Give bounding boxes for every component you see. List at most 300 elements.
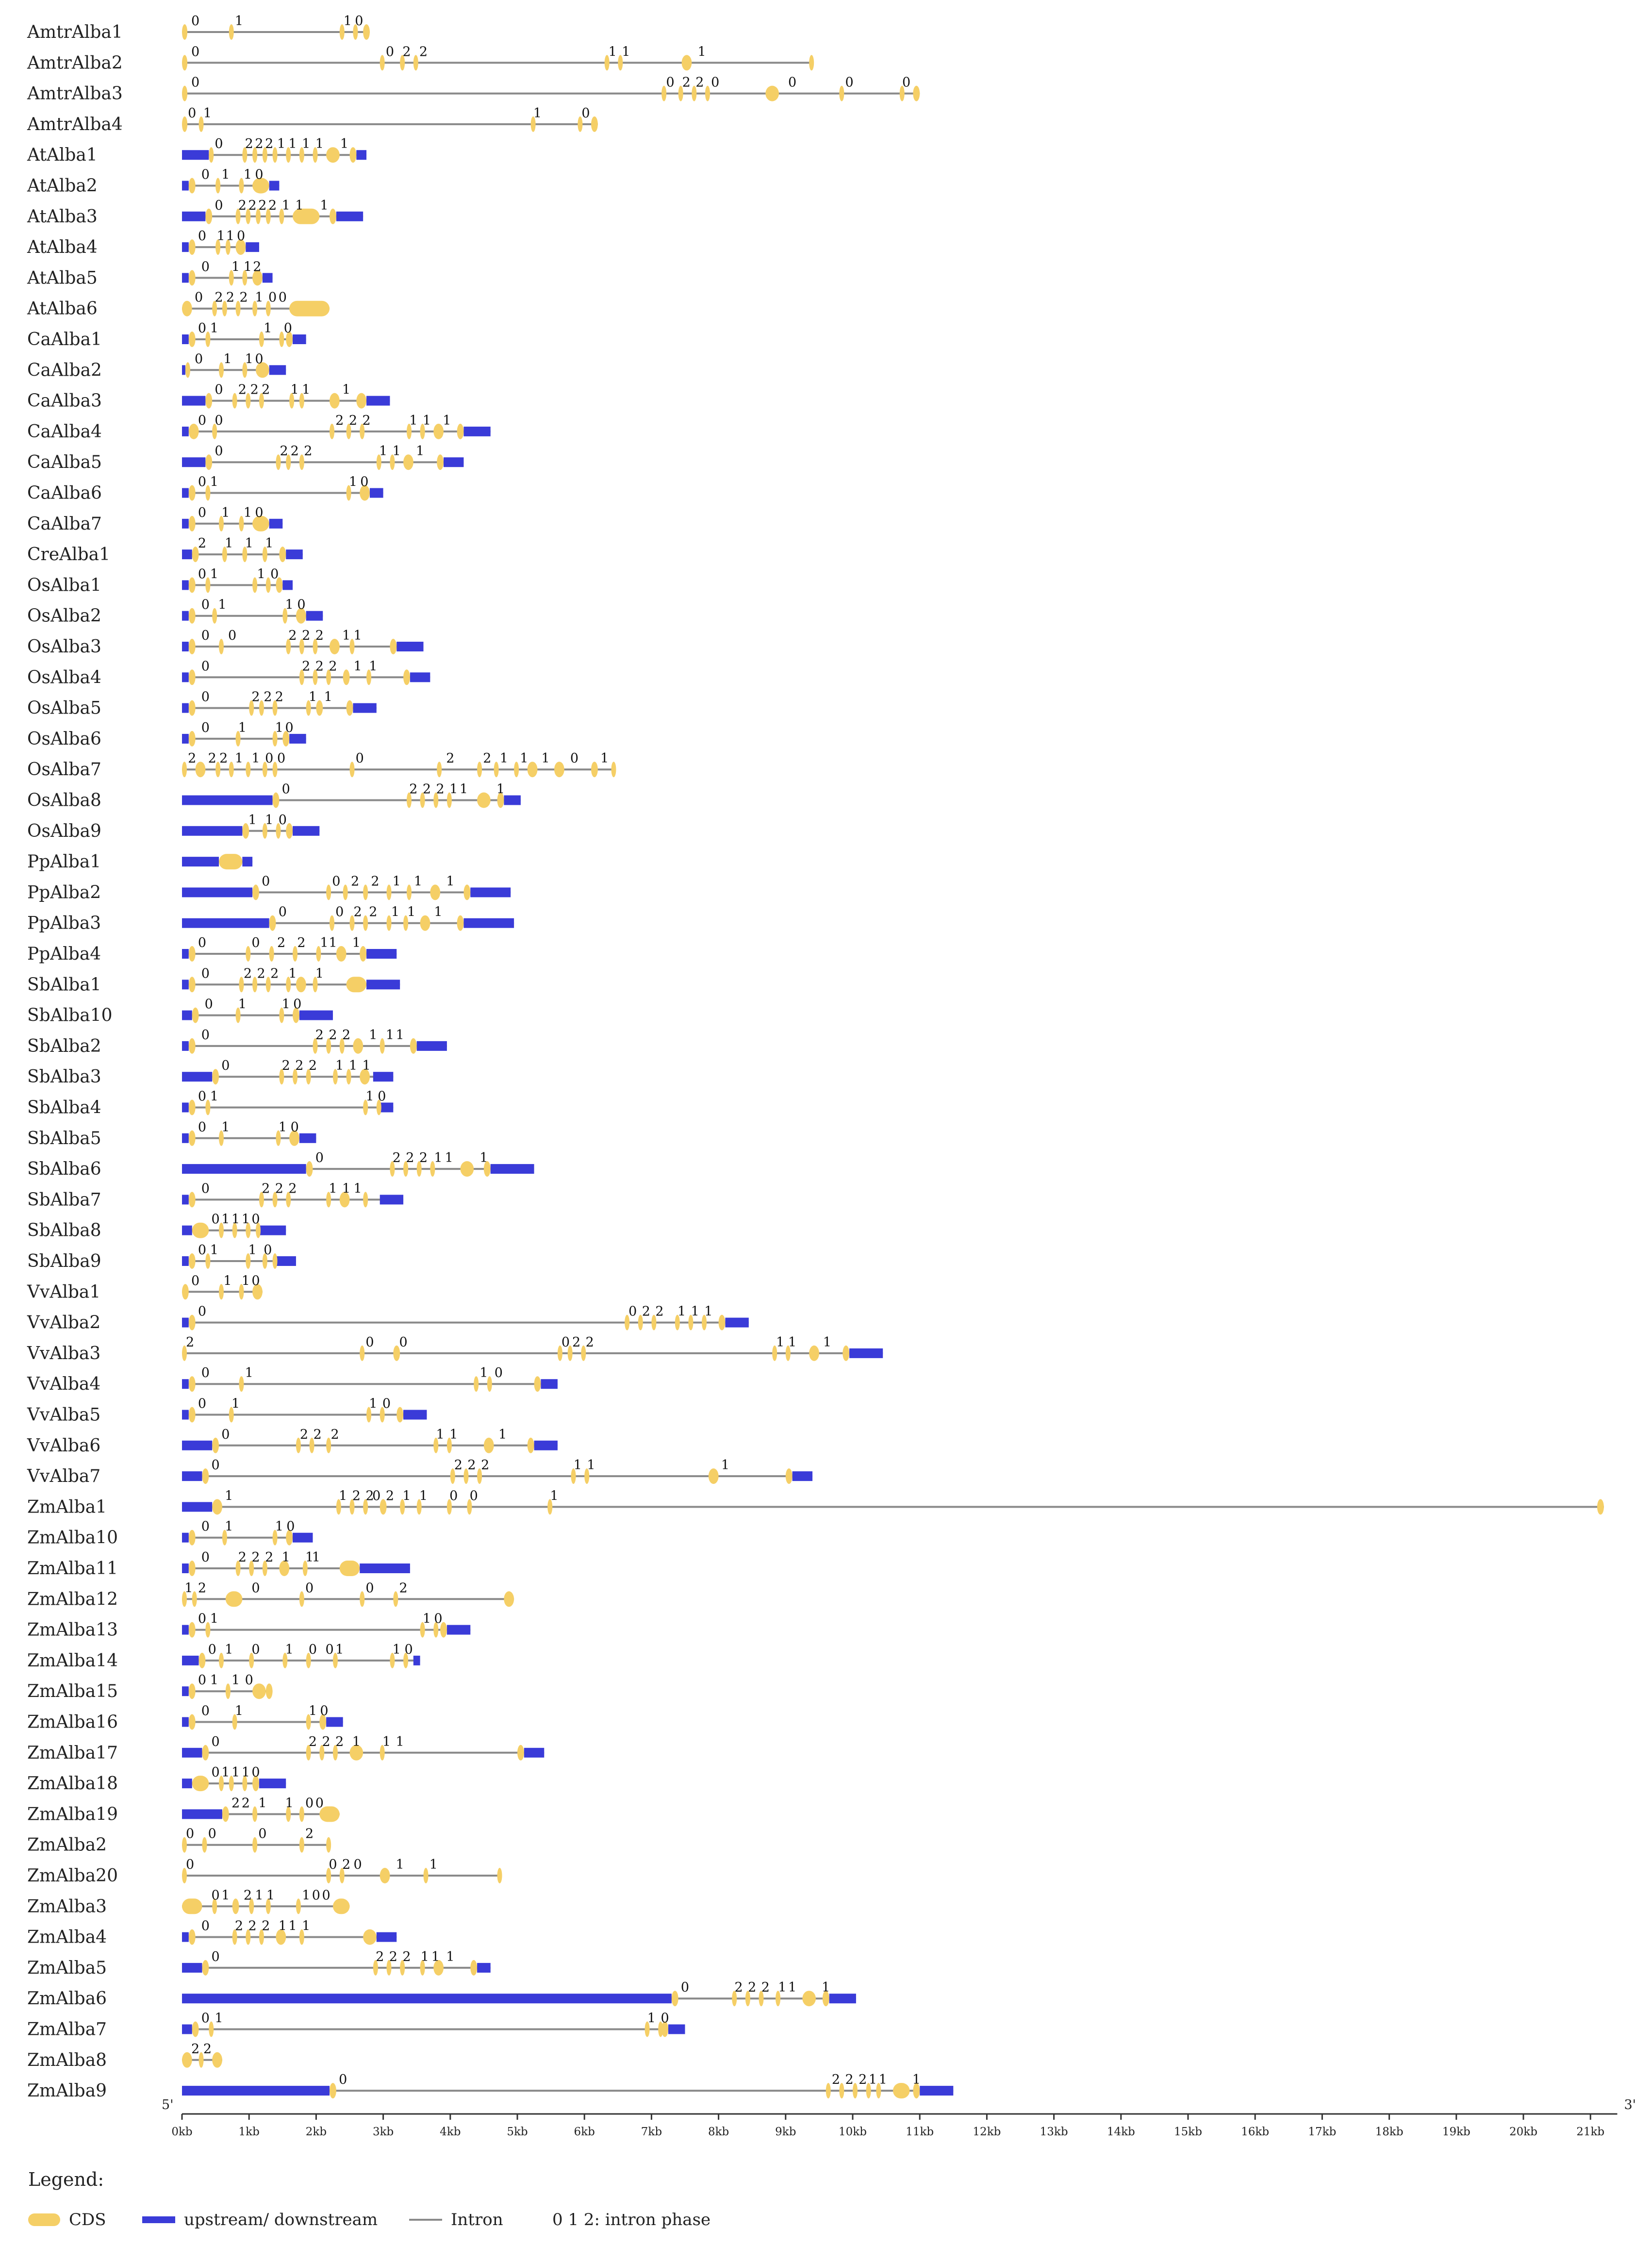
utr-osalba8-1 bbox=[504, 796, 521, 805]
utr-zmalba18-1 bbox=[259, 1779, 286, 1788]
phase-vvalba2-1: 0 bbox=[628, 1304, 637, 1319]
phase-sbalba9-1: 1 bbox=[210, 1243, 218, 1258]
phase-zmalba12-2: 0 bbox=[251, 1580, 260, 1596]
phase-zmalba14-6: 1 bbox=[335, 1642, 344, 1657]
utr-osalba8-0 bbox=[182, 796, 273, 805]
phase-sbalba5-0: 0 bbox=[198, 1119, 207, 1135]
cds-osalba8-5 bbox=[477, 793, 491, 808]
utr-zmalba7-1 bbox=[668, 2025, 685, 2034]
utr-sbalba5-1 bbox=[299, 1133, 316, 1143]
cds-zmalba2-2 bbox=[252, 1837, 257, 1853]
cds-zmalba15-0 bbox=[189, 1683, 196, 1699]
legend-cds bbox=[28, 2208, 106, 2232]
phase-sbalba1-3: 2 bbox=[270, 966, 279, 981]
phase-zmalba12-0: 1 bbox=[184, 1580, 193, 1596]
gene-name-amtralba3: AmtrAlba3 bbox=[27, 83, 123, 104]
phase-amtralba2-0: 0 bbox=[191, 44, 200, 60]
phase-zmalba5-5: 1 bbox=[431, 1949, 440, 1964]
phase-zmalba7-0: 0 bbox=[201, 2011, 210, 2026]
phase-zmalba9-5: 1 bbox=[878, 2072, 887, 2088]
gene-name-amtralba1: AmtrAlba1 bbox=[27, 22, 123, 42]
utr-osalba2-1 bbox=[306, 611, 323, 621]
phase-sbalba8-2: 1 bbox=[231, 1212, 240, 1227]
cds-zmalba8-0 bbox=[182, 2052, 192, 2068]
phase-osalba7-10: 1 bbox=[499, 751, 508, 766]
gene-name-zmalba7: ZmAlba7 bbox=[27, 2019, 107, 2040]
phase-zmalba14-4: 0 bbox=[308, 1642, 317, 1657]
phase-zmalba19-1: 2 bbox=[241, 1796, 250, 1811]
tick-label-13: 13kb bbox=[1040, 2126, 1068, 2138]
utr-sbalba4-0 bbox=[182, 1103, 189, 1113]
legend-utr-label: upstream/ downstream bbox=[184, 2210, 378, 2229]
phase-atalba6-2: 2 bbox=[226, 290, 235, 305]
cds-atalba4-0 bbox=[189, 239, 196, 255]
cds-atalba5-0 bbox=[189, 270, 196, 285]
utr-caalba7-1 bbox=[269, 519, 283, 529]
tick-label-16: 16kb bbox=[1241, 2126, 1270, 2138]
cds-atalba1-9 bbox=[350, 147, 357, 163]
cds-zmalba5-0 bbox=[202, 1960, 209, 1976]
phase-zmalba5-3: 2 bbox=[402, 1949, 411, 1964]
phase-zmalba17-0: 0 bbox=[211, 1734, 220, 1749]
phase-vvalba2-4: 1 bbox=[677, 1304, 686, 1319]
cds-ppalba2-1 bbox=[326, 884, 331, 900]
cds-zmalba14-0 bbox=[199, 1653, 206, 1668]
phase-zmalba18-4: 0 bbox=[251, 1765, 260, 1780]
phase-osalba3-6: 1 bbox=[353, 628, 362, 643]
gene-name-sbalba2: SbAlba2 bbox=[27, 1036, 101, 1056]
phase-vvalba3-4: 2 bbox=[572, 1334, 581, 1350]
phase-sbalba4-0: 0 bbox=[198, 1089, 207, 1104]
utr-atalba3-0 bbox=[182, 212, 205, 221]
phase-osalba1-0: 0 bbox=[198, 566, 207, 582]
utr-sbalba10-1 bbox=[299, 1011, 333, 1020]
legend bbox=[28, 2169, 853, 2242]
cds-amtralba3-5 bbox=[765, 86, 779, 101]
phase-atalba3-7: 1 bbox=[320, 198, 329, 213]
cds-zmalba11-0 bbox=[189, 1561, 196, 1576]
phase-zmalba5-6: 1 bbox=[446, 1949, 455, 1964]
phase-osalba4-1: 2 bbox=[302, 659, 311, 674]
cds-zmalba12-2 bbox=[226, 1591, 243, 1607]
cds-amtralba2-7 bbox=[809, 55, 814, 70]
phase-vvalba6-2: 2 bbox=[313, 1427, 322, 1442]
tick-label-17: 17kb bbox=[1308, 2126, 1337, 2138]
phase-caalba4-2: 2 bbox=[335, 413, 344, 428]
utr-osalba5-1 bbox=[353, 703, 376, 713]
phase-zmalba1-5: 2 bbox=[385, 1488, 395, 1504]
phase-atalba1-7: 1 bbox=[315, 136, 324, 152]
phase-vvalba5-1: 1 bbox=[231, 1396, 240, 1412]
phase-caalba4-7: 1 bbox=[443, 413, 451, 428]
gene-name-osalba4: OsAlba4 bbox=[27, 667, 101, 688]
utr-vvalba2-1 bbox=[725, 1318, 748, 1328]
phase-vvalba6-6: 1 bbox=[498, 1427, 507, 1442]
phase-osalba3-2: 2 bbox=[288, 628, 297, 643]
phase-sbalba2-2: 2 bbox=[329, 1027, 337, 1043]
cds-zmalba20-5 bbox=[497, 1868, 502, 1883]
cds-amtralba3-4 bbox=[705, 86, 710, 101]
cds-atalba1-8 bbox=[326, 147, 340, 163]
utr-zmalba18-0 bbox=[182, 1779, 192, 1788]
utr-sbalba10-0 bbox=[182, 1011, 192, 1020]
utr-zmalba16-0 bbox=[182, 1717, 189, 1727]
phase-caalba2-2: 1 bbox=[245, 351, 253, 367]
phase-zmalba17-5: 1 bbox=[382, 1734, 391, 1749]
phase-atalba1-2: 2 bbox=[255, 136, 264, 152]
cds-sbalba3-0 bbox=[212, 1069, 219, 1084]
phase-zmalba15-3: 0 bbox=[245, 1673, 253, 1688]
phase-amtralba3-4: 0 bbox=[711, 75, 720, 90]
cds-caalba5-0 bbox=[205, 454, 212, 470]
cds-zmalba6-0 bbox=[672, 1991, 678, 2006]
phase-zmalba6-6: 1 bbox=[822, 1980, 830, 1996]
utr-ppalba2-1 bbox=[470, 887, 511, 897]
cds-ppalba2-5 bbox=[407, 884, 412, 900]
phase-caalba1-3: 0 bbox=[283, 321, 292, 336]
cds-zmalba17-0 bbox=[202, 1745, 209, 1761]
phase-atalba6-5: 0 bbox=[268, 290, 277, 305]
intron-swatch bbox=[409, 2219, 442, 2221]
phase-ppalba4-6: 1 bbox=[352, 935, 361, 950]
gene-name-zmalba16: ZmAlba16 bbox=[27, 1712, 118, 1732]
phase-zmalba17-1: 2 bbox=[308, 1734, 317, 1749]
phase-zmalba12-3: 0 bbox=[305, 1580, 314, 1596]
utr-sbalba9-1 bbox=[276, 1256, 296, 1266]
phase-osalba3-1: 0 bbox=[228, 628, 237, 643]
cds-zmalba12-4 bbox=[360, 1591, 364, 1607]
phase-vvalba3-2: 0 bbox=[399, 1334, 408, 1350]
phase-osalba5-4: 1 bbox=[308, 689, 317, 705]
phase-amtralba1-2: 1 bbox=[343, 14, 352, 29]
utr-vvalba6-0 bbox=[182, 1441, 212, 1450]
gene-name-atalba2: AtAlba2 bbox=[27, 176, 98, 196]
phase-caalba3-3: 2 bbox=[262, 382, 270, 398]
phase-osalba8-5: 1 bbox=[459, 782, 468, 797]
utr-sbalba7-0 bbox=[182, 1195, 189, 1204]
utr-zmalba14-0 bbox=[182, 1656, 199, 1665]
phase-caalba2-1: 1 bbox=[223, 351, 232, 367]
gene-name-osalba6: OsAlba6 bbox=[27, 729, 101, 749]
cds-zmalba1-10 bbox=[1597, 1499, 1604, 1514]
phase-sbalba10-2: 1 bbox=[281, 997, 290, 1012]
phase-osalba7-13: 0 bbox=[570, 751, 579, 766]
phase-zmalba6-4: 1 bbox=[778, 1980, 787, 1996]
cds-zmalba19-0 bbox=[222, 1806, 229, 1822]
utr-atalba1-1 bbox=[356, 150, 366, 160]
cds-sbalba1-5 bbox=[296, 977, 306, 992]
phase-caalba5-5: 1 bbox=[392, 444, 401, 459]
phase-osalba7-3: 1 bbox=[234, 751, 244, 766]
phase-osalba6-2: 1 bbox=[275, 720, 283, 735]
phase-osalba9-2: 0 bbox=[278, 812, 287, 828]
cds-crealba1-4 bbox=[279, 547, 286, 562]
utr-crealba1-1 bbox=[286, 549, 303, 559]
tick-label-11: 11kb bbox=[906, 2126, 934, 2138]
cds-zmalba10-0 bbox=[189, 1530, 196, 1546]
phase-crealba1-3: 1 bbox=[265, 536, 274, 551]
gene-name-sbalba10: SbAlba10 bbox=[27, 1005, 113, 1026]
phase-zmalba20-1: 0 bbox=[329, 1857, 337, 1872]
cds-osalba7-11 bbox=[514, 762, 519, 777]
phase-zmalba11-2: 2 bbox=[251, 1550, 260, 1565]
utr-sbalba7-1 bbox=[380, 1195, 403, 1204]
phase-vvalba3-1: 0 bbox=[365, 1334, 374, 1350]
cds-zmalba15-1 bbox=[226, 1683, 231, 1699]
phase-atalba4-2: 1 bbox=[226, 229, 235, 244]
utr-caalba2-0 bbox=[182, 365, 185, 375]
gene-name-zmalba15: ZmAlba15 bbox=[27, 1681, 118, 1702]
phase-caalba5-0: 0 bbox=[215, 444, 223, 459]
phase-zmalba10-0: 0 bbox=[201, 1519, 210, 1534]
phase-zmalba14-0: 0 bbox=[208, 1642, 216, 1657]
gene-name-osalba3: OsAlba3 bbox=[27, 637, 101, 657]
phase-sbalba1-5: 1 bbox=[315, 966, 324, 981]
phase-atalba3-0: 0 bbox=[215, 198, 223, 213]
phase-osalba1-2: 1 bbox=[257, 566, 265, 582]
gene-name-zmalba13: ZmAlba13 bbox=[27, 1620, 118, 1640]
phase-sbalba7-6: 1 bbox=[353, 1181, 362, 1197]
phase-osalba1-1: 1 bbox=[210, 566, 218, 582]
phase-zmalba11-3: 2 bbox=[265, 1550, 274, 1565]
phase-amtralba4-1: 1 bbox=[203, 105, 212, 121]
phase-sbalba2-5: 1 bbox=[385, 1027, 395, 1043]
gene-name-ppalba3: PpAlba3 bbox=[27, 913, 101, 933]
cds-ppalba4-1 bbox=[246, 946, 250, 962]
cds-sbalba6-5 bbox=[461, 1161, 474, 1177]
cds-osalba7-7 bbox=[350, 762, 355, 777]
phase-sbalba9-2: 1 bbox=[248, 1243, 257, 1258]
gene-name-atalba4: AtAlba4 bbox=[27, 237, 98, 258]
utr-ppalba1-1 bbox=[242, 857, 252, 866]
phase-zmalba6-0: 0 bbox=[680, 1980, 690, 1996]
cds-osalba7-1 bbox=[196, 762, 206, 777]
cds-zmalba17-6 bbox=[517, 1745, 524, 1761]
cds-vvalba3-8 bbox=[809, 1346, 819, 1361]
cds-zmalba15-3 bbox=[266, 1683, 273, 1699]
phase-osalba7-6: 0 bbox=[277, 751, 286, 766]
cds-osalba3-1 bbox=[219, 639, 224, 654]
cds-amtralba3-0 bbox=[182, 86, 187, 101]
cds-sbalba4-0 bbox=[189, 1100, 196, 1115]
cds-caalba4-8 bbox=[457, 424, 464, 439]
utr-zmalba19-0 bbox=[182, 1809, 222, 1819]
phase-vvalba3-8: 1 bbox=[823, 1334, 832, 1350]
cds-sbalba2-6 bbox=[410, 1038, 417, 1054]
cds-zmalba19-1 bbox=[252, 1806, 257, 1822]
cds-atalba3-7 bbox=[330, 209, 336, 224]
cds-osalba4-0 bbox=[189, 669, 196, 685]
phase-caalba1-2: 1 bbox=[264, 321, 272, 336]
phase-sbalba10-0: 0 bbox=[204, 997, 213, 1012]
cds-osalba2-0 bbox=[189, 608, 196, 624]
cds-zmalba3-0 bbox=[182, 1898, 202, 1914]
tick-label-10: 10kb bbox=[839, 2126, 867, 2138]
cds-osalba7-8 bbox=[437, 762, 442, 777]
cds-zmalba16-0 bbox=[189, 1714, 196, 1730]
gene-name-zmalba6: ZmAlba6 bbox=[27, 1989, 107, 2009]
cds-zmalba20-4 bbox=[424, 1868, 429, 1883]
utr-osalba1-0 bbox=[182, 580, 189, 590]
legend-phase-label: 0 1 2: intron phase bbox=[552, 2210, 711, 2229]
phase-ppalba4-0: 0 bbox=[198, 935, 207, 950]
cds-vvalba2-7 bbox=[719, 1315, 726, 1330]
phase-osalba7-7: 0 bbox=[355, 751, 364, 766]
tick-label-7: 7kb bbox=[641, 2126, 662, 2138]
gene-name-zmalba9: ZmAlba9 bbox=[27, 2081, 107, 2101]
phase-zmalba13-1: 1 bbox=[210, 1611, 218, 1627]
phase-vvalba5-3: 0 bbox=[382, 1396, 391, 1412]
cds-osalba7-12 bbox=[528, 762, 538, 777]
phase-osalba5-0: 0 bbox=[201, 689, 210, 705]
phase-sbalba10-3: 0 bbox=[293, 997, 302, 1012]
cds-zmalba8-2 bbox=[212, 2052, 222, 2068]
phase-zmalba19-3: 1 bbox=[285, 1796, 294, 1811]
utr-zmalba9-0 bbox=[182, 2086, 330, 2095]
cds-atalba2-0 bbox=[189, 178, 196, 194]
gene-name-vvalba6: VvAlba6 bbox=[27, 1435, 101, 1456]
phase-caalba7-2: 1 bbox=[243, 505, 252, 520]
gene-name-caalba5: CaAlba5 bbox=[27, 452, 102, 473]
phase-caalba3-4: 1 bbox=[290, 382, 299, 398]
phase-atalba1-8: 1 bbox=[340, 136, 349, 152]
cds-amtralba4-0 bbox=[182, 116, 187, 132]
cds-ppalba2-0 bbox=[252, 884, 259, 900]
cds-vvalba4-0 bbox=[189, 1376, 196, 1392]
phase-zmalba14-8: 0 bbox=[404, 1642, 413, 1657]
phase-ppalba2-1: 0 bbox=[332, 874, 341, 889]
cds-zmalba4-0 bbox=[189, 1929, 196, 1945]
phase-zmalba20-4: 1 bbox=[396, 1857, 404, 1872]
phase-sbalba6-4: 1 bbox=[434, 1150, 443, 1166]
utr-zmalba10-1 bbox=[293, 1533, 313, 1543]
cds-ppalba4-0 bbox=[189, 946, 196, 962]
cds-sbalba6-0 bbox=[306, 1161, 313, 1177]
phase-ppalba3-3: 2 bbox=[369, 904, 378, 920]
phase-zmalba15-1: 1 bbox=[210, 1673, 218, 1688]
cds-caalba4-7 bbox=[433, 424, 444, 439]
phase-zmalba16-3: 0 bbox=[320, 1703, 329, 1719]
cds-ppalba2-7 bbox=[463, 884, 470, 900]
phase-vvalba4-0: 0 bbox=[201, 1365, 210, 1381]
phase-zmalba5-1: 2 bbox=[376, 1949, 384, 1964]
gene-name-zmalba3: ZmAlba3 bbox=[27, 1896, 107, 1917]
utr-caalba4-0 bbox=[182, 427, 189, 436]
phase-zmalba7-2: 1 bbox=[647, 2011, 656, 2026]
phase-sbalba4-1: 1 bbox=[210, 1089, 218, 1104]
gene-name-vvalba5: VvAlba5 bbox=[27, 1405, 101, 1425]
utr-caalba7-0 bbox=[182, 519, 189, 529]
phase-vvalba7-3: 2 bbox=[481, 1458, 490, 1473]
gene-name-osalba8: OsAlba8 bbox=[27, 790, 101, 811]
phase-zmalba12-4: 0 bbox=[365, 1580, 374, 1596]
cds-zmalba12-5 bbox=[393, 1591, 398, 1607]
phase-osalba8-0: 0 bbox=[281, 782, 290, 797]
phase-vvalba5-0: 0 bbox=[198, 1396, 207, 1412]
cds-ppalba1-0 bbox=[219, 854, 242, 869]
phase-atalba3-2: 2 bbox=[248, 198, 257, 213]
phase-zmalba11-6: 1 bbox=[312, 1550, 320, 1565]
gene-names-layer bbox=[27, 22, 123, 2101]
phase-vvalba6-4: 1 bbox=[436, 1427, 445, 1442]
cds-vvalba1-0 bbox=[182, 1284, 189, 1299]
utr-zmalba15-0 bbox=[182, 1686, 189, 1696]
phase-caalba7-0: 0 bbox=[198, 505, 207, 520]
utr-zmalba7-0 bbox=[182, 2025, 192, 2034]
phase-amtralba2-1: 0 bbox=[385, 44, 395, 60]
phase-vvalba7-0: 0 bbox=[211, 1458, 220, 1473]
phase-zmalba17-6: 1 bbox=[396, 1734, 404, 1749]
phase-sbalba3-1: 2 bbox=[281, 1058, 290, 1074]
cds-ppalba2-2 bbox=[343, 884, 348, 900]
utr-crealba1-0 bbox=[182, 549, 192, 559]
phase-zmalba4-6: 1 bbox=[302, 1918, 311, 1934]
phase-caalba4-3: 2 bbox=[348, 413, 358, 428]
gene-name-osalba9: OsAlba9 bbox=[27, 821, 101, 841]
phase-caalba2-3: 0 bbox=[255, 351, 264, 367]
phase-zmalba7-1: 1 bbox=[215, 2011, 223, 2026]
phase-osalba4-0: 0 bbox=[201, 659, 210, 674]
cds-osalba7-15 bbox=[611, 762, 616, 777]
phase-zmalba18-2: 1 bbox=[231, 1765, 240, 1780]
phase-zmalba3-2: 2 bbox=[243, 1888, 252, 1903]
tick-label-3: 3kb bbox=[372, 2126, 394, 2138]
cds-vvalba7-7 bbox=[786, 1468, 793, 1484]
phase-zmalba13-2: 1 bbox=[422, 1611, 431, 1627]
gene-name-atalba6: AtAlba6 bbox=[27, 299, 98, 319]
utr-osalba4-0 bbox=[182, 672, 189, 682]
phase-zmalba1-3: 2 bbox=[365, 1488, 374, 1504]
cds-sbalba9-4 bbox=[273, 1253, 278, 1269]
phase-ppalba2-0: 0 bbox=[262, 874, 270, 889]
gene-name-osalba5: OsAlba5 bbox=[27, 698, 101, 718]
phase-zmalba9-6: 1 bbox=[912, 2072, 921, 2088]
phase-osalba2-0: 0 bbox=[201, 597, 210, 613]
phase-osalba4-3: 2 bbox=[329, 659, 337, 674]
cds-caalba6-0 bbox=[189, 485, 196, 501]
utr-zmalba11-0 bbox=[182, 1563, 189, 1573]
phase-zmalba3-1: 1 bbox=[221, 1888, 230, 1903]
gene-name-sbalba4: SbAlba4 bbox=[27, 1098, 101, 1118]
utr-osalba9-0 bbox=[182, 826, 242, 836]
phase-osalba7-12: 1 bbox=[541, 751, 550, 766]
phase-atalba5-1: 1 bbox=[231, 259, 240, 275]
cds-amtralba3-8 bbox=[913, 86, 920, 101]
phase-zmalba18-1: 1 bbox=[221, 1765, 230, 1780]
cds-zmalba3-5 bbox=[296, 1898, 301, 1914]
cds-ppalba4-6 bbox=[360, 946, 366, 962]
phase-ppalba2-3: 2 bbox=[371, 874, 380, 889]
utr-atalba5-0 bbox=[182, 273, 189, 283]
utr-zmalba17-1 bbox=[524, 1748, 544, 1758]
phase-sbalba2-3: 2 bbox=[342, 1027, 351, 1043]
phase-osalba7-9: 2 bbox=[483, 751, 492, 766]
phase-osalba1-3: 0 bbox=[270, 566, 279, 582]
gene-name-sbalba1: SbAlba1 bbox=[27, 975, 101, 995]
phase-sbalba3-4: 1 bbox=[335, 1058, 344, 1074]
tick-label-12: 12kb bbox=[973, 2126, 1001, 2138]
phase-osalba7-4: 1 bbox=[251, 751, 260, 766]
utr-vvalba5-1 bbox=[403, 1410, 427, 1420]
gene-name-sbalba9: SbAlba9 bbox=[27, 1251, 101, 1271]
phase-caalba3-0: 0 bbox=[215, 382, 223, 398]
phase-vvalba2-3: 2 bbox=[655, 1304, 664, 1319]
phase-zmalba13-3: 0 bbox=[434, 1611, 443, 1627]
utr-osalba3-0 bbox=[182, 642, 189, 651]
phase-zmalba5-4: 1 bbox=[420, 1949, 429, 1964]
utr-ppalba4-1 bbox=[366, 949, 396, 959]
phase-zmalba14-7: 1 bbox=[392, 1642, 401, 1657]
